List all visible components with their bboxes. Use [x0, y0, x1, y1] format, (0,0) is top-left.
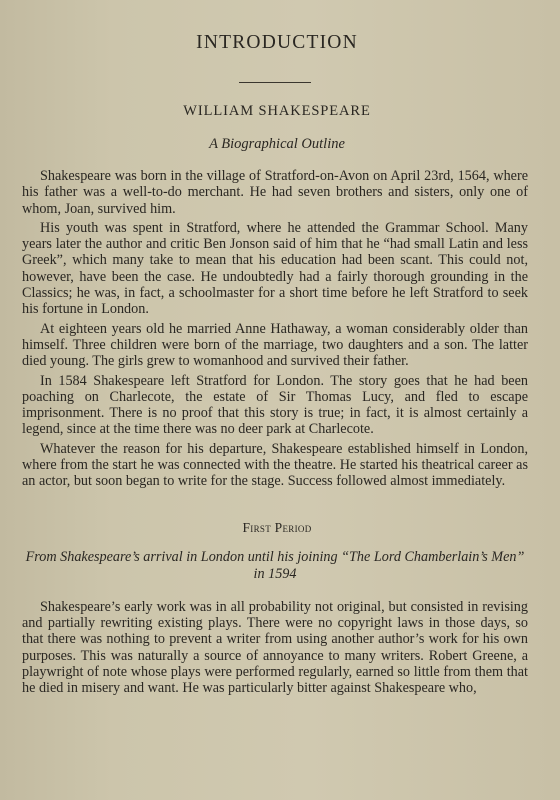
chapter-title: INTRODUCTION [196, 32, 358, 53]
paragraph: Shakespeare was born in the village of Stratford-on-Avon on April 23rd, 1564, where his father was a well-to-do merchant. He had seven brothers and sisters, only one of whom, Joan, survived him. [22, 168, 528, 217]
paragraph: At eighteen years old he married Anne Hathaway, a woman considerably older than himself. Three children were born of the marriage, two daughters and a son. The latter died young. The girls grew to womanhood and survived their father. [22, 320, 528, 370]
section-subtitle: A Biographical Outline [209, 136, 345, 152]
section-title: WILLIAM SHAKESPEARE [183, 103, 371, 119]
title-divider [239, 82, 311, 83]
paragraph: Whatever the reason for his departure, Shakespeare established himself in London, where from the start he was connected with the theatre. He started his theatrical career as an actor, but soon began to write for the stage. Success followed almost immediately. [22, 440, 528, 490]
paragraph: Shakespeare’s early work was in all probability not original, but consisted in revising and partially rewriting existing plays. There were no copyright laws in those days, so that there was nothing to prevent a writer from using another author’s work for his own purposes. This was naturally a source of annoyance to many writers. Robert Greene, a playwright of note whose plays were performed regularly, earned so little from them that he died in misery and want. He was particularly bitter against Shakespeare who, [22, 598, 528, 697]
period-title: First Period [242, 519, 312, 535]
period-text [22, 599, 528, 697]
period-subtitle: From Shakespeare’s arrival in London until his joining “The Lord Chamberlain’s Men” in 1594 [25, 548, 525, 582]
paragraph: In 1584 Shakespeare left Stratford for London. The story goes that he had been poaching on Charlecote, the estate of Sir Thomas Lucy, and fled to escape imprisonment. There is no proof that this story is true; in fact, it is almost certainly a legend, since at the time there was no deer park at Charlecote. [22, 372, 528, 438]
paragraph: His youth was spent in Stratford, where he attended the Grammar School. Many years later the author and critic Ben Jonson said of him that he “had small Latin and less Greek”, which many take to mean that his education had been scant. This could not, however, have been the case. He undoubtedly had a fairly thorough grounding in the Classics; he was, in fact, a schoolmaster for a short time before he left Stratford to seek his fortune in London. [22, 219, 528, 318]
biography-text [22, 168, 528, 490]
